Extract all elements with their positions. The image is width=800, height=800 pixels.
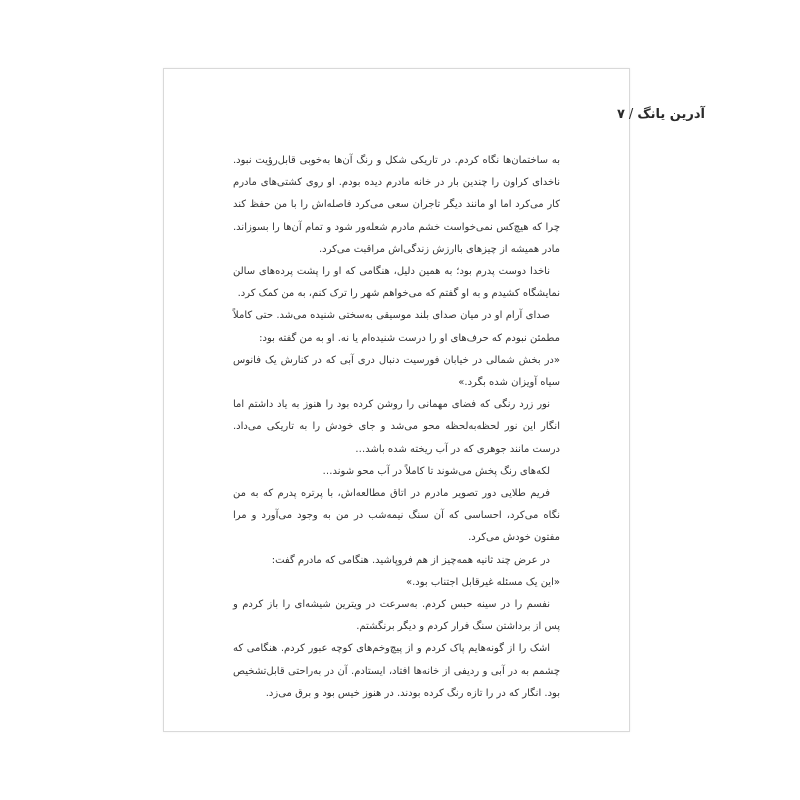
paragraph-5: نور زرد رنگی که فضای مهمانی را روشن کرده بود را هنوز به یاد داشتم اما انگار این نور لحظه‌به‌لحظه محو می‌شد و جای خودش را به تاریکی می‌داد. درست مانند جوهری که در آب ریخته شده باشد… [233, 399, 560, 455]
page-number: ۷ [616, 107, 625, 122]
paragraph-3: صدای آرام او در میان صدای بلند موسیقی به‌سختی شنیده می‌شد. حتی کاملاً مطمئن نبودم که حرف‌های او را درست شنیده‌ام یا نه. او به من گفته بود: [233, 310, 560, 344]
paragraph-2: ناخدا دوست پدرم بود؛ به همین دلیل، هنگامی که او را پشت پرده‌های سالن نمایشگاه کشیدم و به او گفتم که می‌خواهم شهر را ترک کنم، به من کمک کرد. [233, 266, 560, 300]
paragraph-10: نفسم را در سینه حبس کردم. به‌سرعت در ویترین شیشه‌ای را باز کردم و پس از برداشتن سنگ فرار کردم و دیگر برنگشتم. [233, 599, 560, 633]
header-separator: / [628, 107, 634, 122]
paragraph-7: فریم طلایی دور تصویر مادرم در اتاق مطالعه‌اش، با پرتره پدرم که به من نگاه می‌کرد، احساسی که آن سنگ نیمه‌شب در من به وجود می‌آورد و مرا مفتون خودش می‌کرد. [233, 488, 560, 544]
page-body-text [233, 150, 560, 705]
paragraph-11: اشک را از گونه‌هایم پاک کردم و از پیچ‌وخم‌های کوچه عبور کردم. هنگامی که چشمم به در آبی و ردیفی از خانه‌ها افتاد، ایستادم. آن در به‌راحتی قابل‌تشخیص بود. انگار که در را تازه رنگ کرده بودند. در هنوز خیس بود و برق می‌زد. [233, 643, 560, 699]
paragraph-1: به ساختمان‌ها نگاه کردم. در تاریکی شکل و رنگ آن‌ها به‌خوبی قابل‌رؤیت نبود. ناخدای کراون را چندین بار در خانه مادرم دیده بودم. او روی کشتی‌های مادرم کار می‌کرد اما او مانند دیگر تاجران سعی می‌کرد فاصله‌اش را با من حفظ کند چرا که هیچ‌کس نمی‌خواست خشم مادرم شعله‌ور شود و تمام آن‌ها را بسوزاند. مادر همیشه از چیزهای باارزش زندگی‌اش مراقبت می‌کرد. [233, 155, 560, 255]
paragraph-6: لکه‌های رنگ پخش می‌شوند تا کاملاً در آب محو شوند… [322, 465, 550, 477]
paragraph-9-quote: «این یک مسئله غیرقابل اجتناب بود.» [406, 576, 560, 588]
paragraph-8: در عرض چند ثانیه همه‌چیز از هم فروپاشید. هنگامی که مادرم گفت: [271, 554, 550, 566]
paragraph-4-quote: «در بخش شمالی در خیابان فورسیت دنبال دری آبی که در کنارش یک فانوس سیاه آویزان شده بگرد.» [233, 354, 560, 389]
book-title: آدرین یانگ [637, 107, 705, 122]
running-header [617, 107, 705, 122]
